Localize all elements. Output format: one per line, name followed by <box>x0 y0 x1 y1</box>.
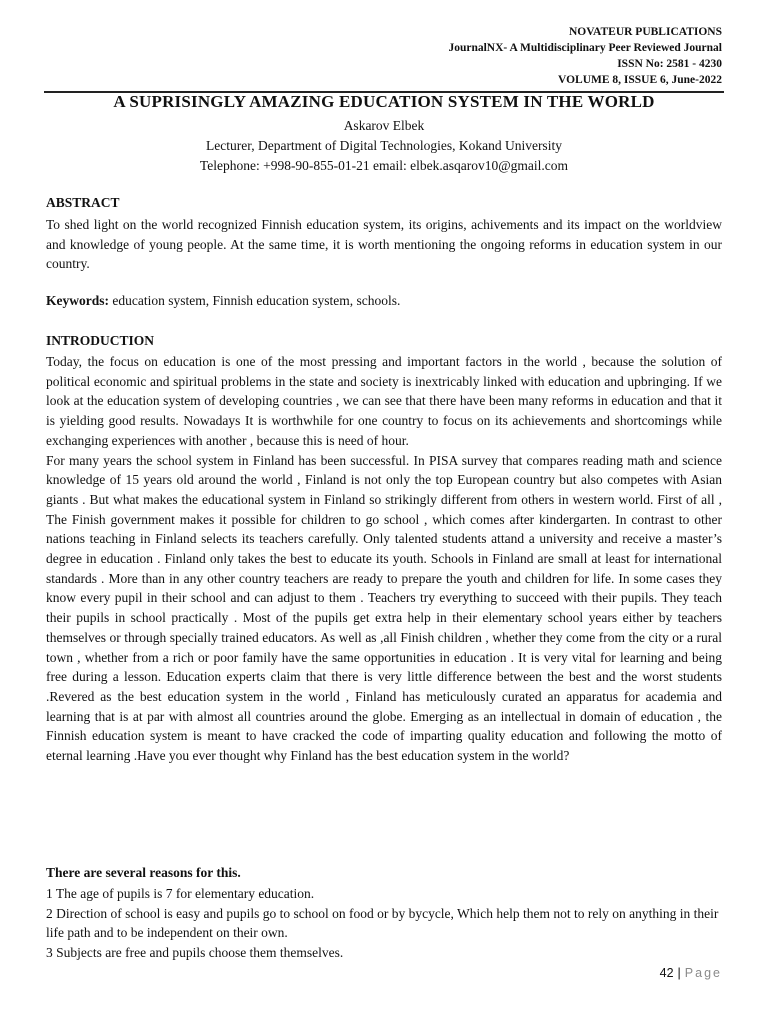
reasons-list <box>46 884 722 963</box>
keywords-text: education system, Finnish education system, schools. <box>109 293 401 308</box>
page-footer <box>660 966 722 980</box>
issn-number: ISSN No: 2581 - 4230 <box>617 58 722 70</box>
introduction-heading: INTRODUCTION <box>46 333 155 348</box>
journal-header <box>448 24 722 88</box>
introduction-paragraph: For many years the school system in Finland has been successful. In PISA survey that compares reading math and science knowledge of 15 years old around the world , Finland is not only the top European country but also competes with Asian giants . But what makes the educational system in Finland so strikingly different from others in western world. First of all , The Finish government makes it possible for children to go school , which comes after kindergarten. In contrast to other nations teaching in Finland selects its teachers carefully. Only talented students attand a university and receive a master’s degree in education . Finland only takes the best to educate its youth. Schools in Finland are small at least for international standards . More than in any other country teachers are ready to prepare the youth and children for life. In some cases they know every pupil in their school and can adjust to them . Teachers try everything to succeed with their pupils. They teach their pupils in school practically . Most of the pupils get extra help in their elementary school years either by teachers themselves or through specially trained educators. As well as ,all Finish children , whether they come from the city or a rural town , whether from a rich or poor family have the same opportunities in education . It is very vital for learning and being free during a lesson. Education experts claim that there is very little difference between the best and the worst students .Revered as the best education system in the world , Finland has meticulously curated an apparatus for academia and learning that is at par with almost all countries around the globe. Emerging as an intellectual in domain of education , the Finnish education system is meant to have cracked the code of imparting quality education and following the motto of eternal learning .Have you ever thought why Finland has the best education system in the world? <box>46 452 722 764</box>
introduction-paragraph: Today, the focus on education is one of the most pressing and important factors in the world , because the solution of political economic and spiritual problems in the state and society is inextricably linked with education and upbringing. If we look at the education system of developing countries , we can see that there have been many reforms in education and that it is yielding good results. Nowadays It is worthwhile for one country to focus on its achievements and shortcomings while exchanging experiences with another , because this is need of hour. <box>46 354 722 448</box>
journal-name: JournalNX- A Multidisciplinary Peer Reviewed Journal <box>448 42 722 54</box>
volume-issue: VOLUME 8, ISSUE 6, June-2022 <box>558 74 722 86</box>
abstract-text <box>46 215 722 274</box>
page-label: Page <box>684 966 722 980</box>
paper-title: A SUPRISINGLY AMAZING EDUCATION SYSTEM IN THE WORLD <box>113 92 655 111</box>
reasons-heading: There are several reasons for this. <box>46 865 241 880</box>
author-name: Askarov Elbek <box>343 118 425 133</box>
list-item: 3 Subjects are free and pupils choose them themselves. <box>46 945 344 961</box>
author-block <box>46 116 722 176</box>
keywords-line <box>46 293 400 309</box>
publisher-name: NOVATEUR PUBLICATIONS <box>568 26 722 38</box>
abstract-paragraph: To shed light on the world recognized Finnish education system, its origins, achivements and its impact on the worldview and knowledge of young people. At the same time, it is worth mentioning the ongoing reforms in education system in our country. <box>46 217 722 272</box>
keywords-label: Keywords: <box>46 293 109 308</box>
abstract-heading: ABSTRACT <box>46 195 120 210</box>
list-item: 1 The age of pupils is 7 for elementary education. <box>46 886 315 901</box>
page-number: 42 <box>659 966 674 980</box>
list-item: 2 Direction of school is easy and pupils go to school on food or by bycycle, Which help them not to rely on anything in their life path and to be independent on their own. <box>46 905 719 941</box>
author-contact: Telephone: +998-90-855-01-21 email: elbek.asqarov10@gmail.com <box>199 158 569 173</box>
footer-separator: | <box>677 966 681 980</box>
introduction-text <box>46 352 722 766</box>
author-affiliation: Lecturer, Department of Digital Technologies, Kokand University <box>206 138 562 153</box>
paper-page <box>46 0 722 1024</box>
